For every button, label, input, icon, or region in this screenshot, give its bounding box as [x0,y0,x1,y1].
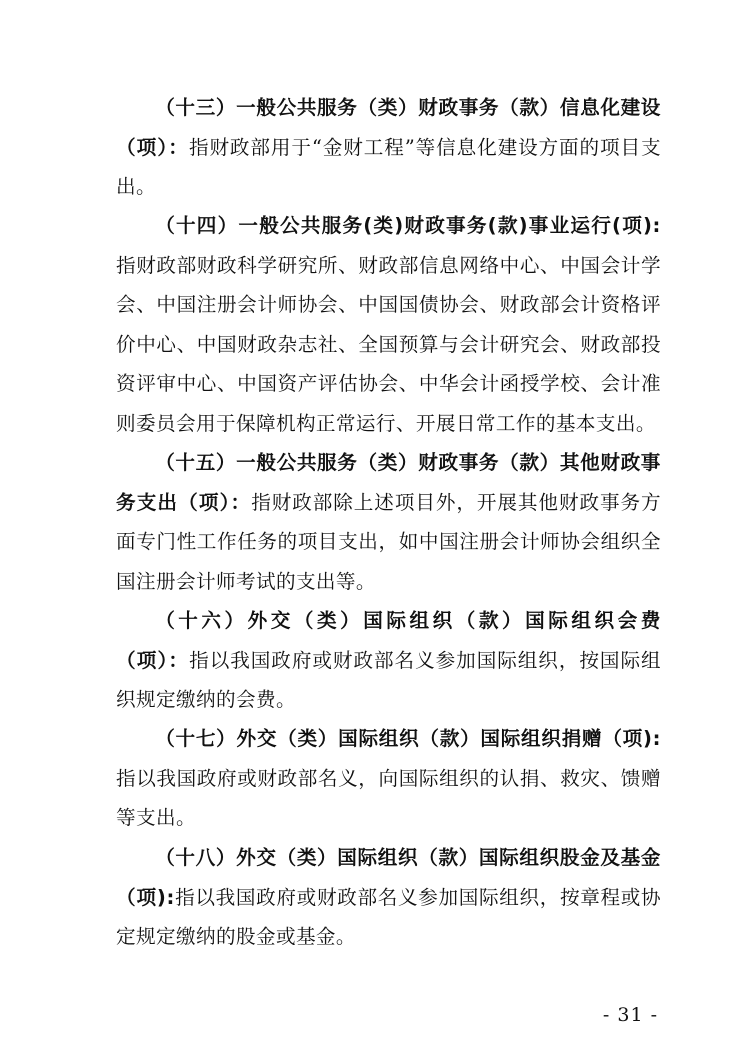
paragraph-17-body: 指以我国政府或财政部名义，向国际组织的认捐、救灾、馈赠等支出。 [116,766,661,829]
paragraph-15-heading: （十五）一般公共服务（类）财政事务（款）其他财政事务支出（项）： [116,451,661,514]
paragraph-13-heading: （十三）一般公共服务（类）财政事务（款）信息化建设（项）： [116,96,661,159]
page-number: - 31 - [602,1004,658,1026]
paragraph-14-heading: （十四）一般公共服务(类)财政事务(款)事业运行(项): [155,214,661,237]
paragraph-16-heading: （十六）外交（类）国际组织（款）国际组织会费（项）： [116,609,661,672]
paragraph-15 [116,443,661,601]
paragraph-17-heading: （十七）外交（类）国际组织（款）国际组织捐赠（项): [155,727,661,750]
paragraph-18-heading: （十八）外交（类）国际组织（款）国际组织股金及基金（项): [116,846,661,909]
paragraph-14 [116,206,661,443]
paragraph-13 [116,88,661,207]
paragraph-16 [116,601,661,720]
paragraph-18-body: 指以我国政府或财政部名义参加国际组织，按章程或协定规定缴纳的股金或基金。 [116,885,661,948]
paragraph-15-body: 指财政部除上述项目外，开展其他财政事务方面专门性工作任务的项目支出，如中国注册会计师协会组织全国注册会计师考试的支出等。 [116,490,662,593]
paragraph-17 [116,719,661,838]
paragraph-14-body: 指财政部财政科学研究所、财政部信息网络中心、中国会计学会、中国注册会计师协会、中国国债协会、财政部会计资格评价中心、中国财政杂志社、全国预算与会计研究会、财政部投资评审中心、中国资产评估协会、中华会计函授学校、会计准则委员会用于保障机构正常运行、开展日常工作的基本支出。 [116,253,661,435]
paragraph-13-body: 指财政部用于“金财工程”等信息化建设方面的项目支出。 [116,135,661,198]
paragraph-16-body: 指以我国政府或财政部名义参加国际组织，按国际组织规定缴纳的会费。 [116,648,661,711]
paragraph-18 [116,838,661,957]
